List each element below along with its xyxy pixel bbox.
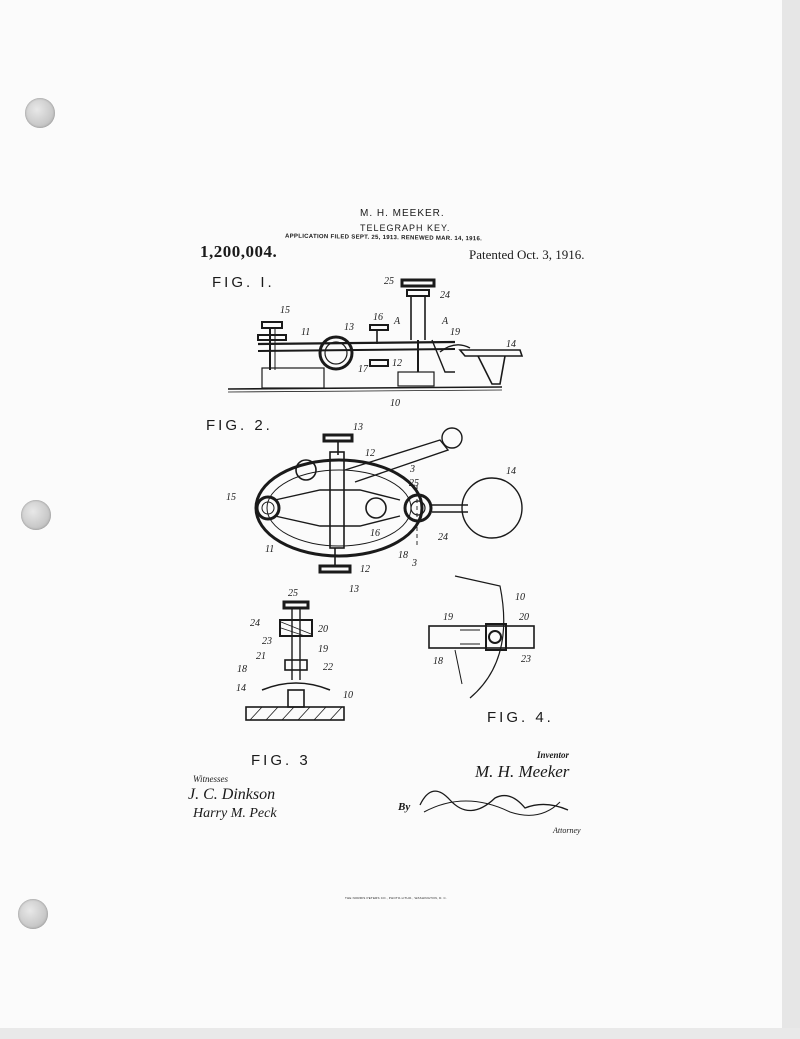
fig3-ref-19: 19 — [318, 644, 328, 655]
witness-signature-2: Harry M. Peck — [193, 806, 277, 821]
fig2-ref-18: 18 — [398, 550, 408, 561]
fig1-ref-12: 12 — [392, 358, 402, 369]
fig4-label: FIG. 4. — [487, 709, 554, 726]
fig3-label: FIG. 3 — [251, 752, 311, 769]
fig2-ref-12-top: 12 — [365, 448, 375, 459]
patented-date: Patented Oct. 3, 1916. — [469, 247, 585, 262]
fig1-ref-a-right: A — [442, 316, 449, 327]
fig2-ref-13-top: 13 — [353, 422, 363, 433]
patent-number: 1,200,004. — [200, 242, 278, 261]
fig1-ref-13: 13 — [344, 322, 354, 333]
fig4-ref-18: 18 — [433, 656, 443, 667]
fig4-reference-numerals — [433, 592, 531, 667]
fig1-ref-14: 14 — [506, 339, 516, 350]
fig1-ref-11: 11 — [301, 327, 311, 338]
fig1-drawing — [228, 280, 522, 392]
fig1-ref-16: 16 — [373, 312, 383, 323]
fig2-label: FIG. 2. — [206, 417, 273, 434]
by-label: By — [398, 801, 411, 813]
inventor-name-header: M. H. MEEKER. — [360, 208, 445, 219]
fig2-reference-numerals — [226, 422, 516, 595]
patent-title: TELEGRAPH KEY. — [360, 223, 451, 233]
fig2-ref-15: 15 — [226, 492, 236, 503]
fig2-ref-11: 11 — [265, 544, 275, 555]
fig2-ref-14: 14 — [506, 466, 516, 477]
attorney-label: Attorney — [553, 826, 581, 835]
fig3-ref-14: 14 — [236, 683, 246, 694]
inventor-heading: Inventor — [537, 750, 570, 760]
witnesses-heading: Witnesses — [193, 774, 228, 784]
fig3-ref-18: 18 — [237, 664, 247, 675]
fig3-ref-23: 23 — [262, 636, 272, 647]
fig1-ref-25: 25 — [384, 276, 394, 287]
fig1-label: FIG. I. — [212, 274, 275, 291]
fig2-ref-3-top: 3 — [410, 464, 415, 475]
fig4-ref-20: 20 — [519, 612, 529, 623]
fig2-ref-3-bottom: 3 — [412, 558, 417, 569]
attorney-signature-underline — [424, 801, 560, 815]
fig3-ref-25: 25 — [288, 588, 298, 599]
fig2-drawing — [256, 428, 522, 572]
fig1-ref-24: 24 — [440, 290, 450, 301]
fig2-ref-12-bottom: 12 — [360, 564, 370, 575]
attorney-signature-flourish — [420, 791, 568, 810]
fig1-ref-17: 17 — [358, 364, 368, 375]
fig1-ref-10: 10 — [390, 398, 400, 409]
witness-signature-1: J. C. Dinkson — [188, 786, 276, 803]
printer-line: THE NORRIS PETERS CO., PHOTO-LITHO., WASHINGTON, D. C. — [345, 896, 447, 900]
fig1-ref-19: 19 — [450, 327, 460, 338]
fig3-reference-numerals — [236, 588, 353, 701]
fig1-ref-15: 15 — [280, 305, 290, 316]
fig4-ref-19: 19 — [443, 612, 453, 623]
fig3-ref-24: 24 — [250, 618, 260, 629]
fig3-ref-22: 22 — [323, 662, 333, 673]
fig1-ref-a-left: A — [394, 316, 401, 327]
fig3-ref-21: 21 — [256, 651, 266, 662]
fig3-ref-10: 10 — [343, 690, 353, 701]
fig4-ref-10: 10 — [515, 592, 525, 603]
fig2-ref-13-bottom: 13 — [349, 584, 359, 595]
fig2-ref-24: 24 — [438, 532, 448, 543]
inventor-signature: M. H. Meeker — [475, 762, 570, 781]
fig4-ref-23: 23 — [521, 654, 531, 665]
fig2-ref-25: 25 — [409, 478, 419, 489]
fig2-ref-16: 16 — [370, 528, 380, 539]
application-line: APPLICATION FILED SEPT. 25, 1913. RENEWED MAR. 14, 1916. — [284, 233, 483, 243]
fig3-ref-20: 20 — [318, 624, 328, 635]
